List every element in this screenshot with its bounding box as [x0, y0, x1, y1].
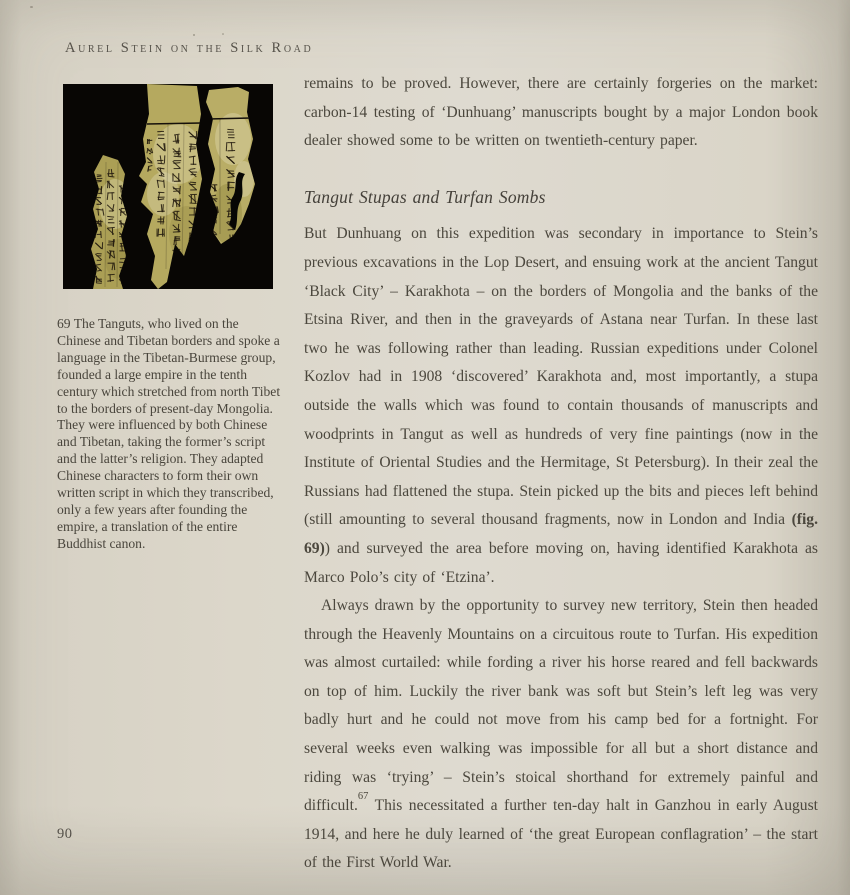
paragraph-text: Always drawn by the opportunity to survey new territory, Stein then headed through the Heavenly Mountains on a circuitous route to Turfan. His expedition was almost curtailed: while fording a river his horse reared and fell backwards on top of him. Luckily the river bank was soft but Stein’s left leg was very badly hurt and he could not move from his camp bed for a fortnight. For several weeks even walking was impossible for all but a short distance and riding was ‘trying’ – Stein’s stoical shorthand for extremely painful and difficult. [304, 597, 818, 815]
paragraph-text: ) and surveyed the area before moving on, having identified Karakhota as Marco Polo’s city of ‘Etzina’. [304, 539, 818, 586]
dust-speck [193, 34, 195, 36]
footnote-reference: 67 [357, 791, 369, 803]
dust-speck [222, 33, 224, 35]
figure-69-photo [63, 84, 273, 289]
figure-caption: 69 The Tanguts, who lived on the Chinese and Tibetan borders and spoke a language in the Tibetan-Burmese group, founded a large empire in the tenth century which stretched from north Tibet to the borders of present-day Mongolia. They were influenced by both Chinese and Tibetan, taking the former’s script and the latter’s religion. They adapted Chinese characters to form their own written script in which they transcribed, only a few years after founding the empire, a translation of the entire Buddhist canon. [57, 316, 281, 551]
running-head: Aurel Stein on the Silk Road [65, 40, 314, 56]
paragraph-continued: remains to be proved. However, there are certainly forgeries on the market: carbon-14 testing of ‘Dunhuang’ manuscripts bought by a major London book dealer showed some to be written on twentieth-century paper. [304, 75, 818, 150]
paragraph-text: But Dunhuang on this expedition was secondary in importance to Stein’s previous excavations in the Lop Desert, and ensuing work at the ancient Tangut ‘Black City’ – Karakhota – on the borders of Mongolia and the banks of the Etsina River, and then in the graveyards of Astana near Turfan. In these last two he was following rather than leading. Russian expeditions under Colonel Kozlov had in 1908 ‘discovered’ Karakhota and, most importantly, a stupa outside the walls which was found to contain thousands of manuscripts and woodprints in Tangut as well as hundreds of very fine paintings (now in the Institute of Oriental Studies and the Hermitage, St Petersburg). In their zeal the Russians had flattened the stupa. Stein picked up the bits and pieces left behind (still amounting to several thousand fragments, now in London and India [304, 225, 818, 529]
manuscript-fragments-image [63, 84, 273, 289]
paragraph-text: This necessitated a further ten-day halt in Ganzhou in early August 1914, and here he duly learned of ‘the great European conflagration’ – the start of the First World War. [304, 797, 818, 872]
page-number: 90 [57, 826, 73, 842]
paragraph [304, 592, 818, 878]
paragraph [304, 220, 818, 592]
section-heading: Tangut Stupas and Turfan Sombs [304, 186, 546, 207]
dust-speck [30, 6, 33, 8]
figure-reference: (fig. 69) [304, 511, 818, 557]
body-text-column [304, 70, 818, 878]
